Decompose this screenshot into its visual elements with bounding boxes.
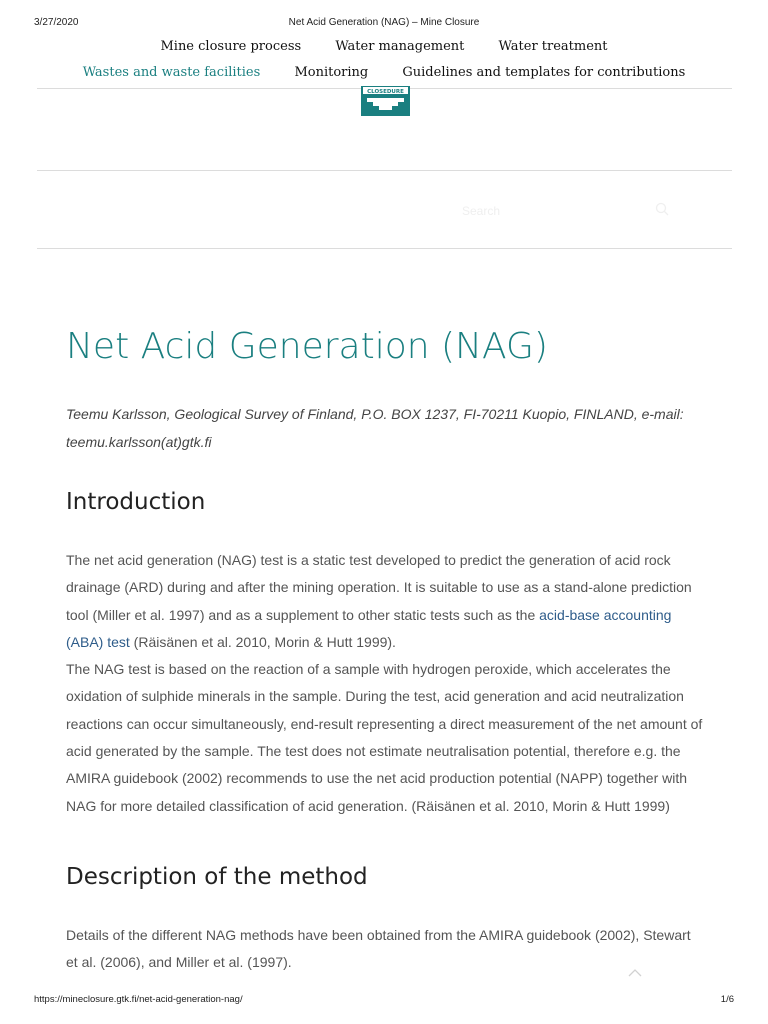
intro-paragraph bbox=[66, 547, 706, 820]
aba-test-link[interactable]: acid-base accounting (ABA) test bbox=[66, 606, 672, 650]
divider bbox=[37, 170, 732, 171]
main-nav-row-2 bbox=[0, 65, 768, 80]
intro-text-after-link: (Räisänen et al. 2010, Morin & Hutt 1999). bbox=[129, 633, 396, 650]
nav-item-water-treatment[interactable]: Water treatment bbox=[498, 39, 608, 54]
page-title: Net Acid Generation (NAG) bbox=[66, 326, 548, 367]
scroll-to-top-chevron-up-icon[interactable] bbox=[626, 966, 644, 978]
svg-text:CLOSEDURE: CLOSEDURE bbox=[367, 89, 404, 95]
method-heading: Description of the method bbox=[66, 864, 368, 890]
intro-text-before-link: The net acid generation (NAG) test is a static test developed to predict the generation of acid rock drainage (ARD) during and after the mining operation. It is suitable to use as a stand-alone prediction tool (Miller et al. 1997) and as a supplement to other static tests such as the bbox=[66, 552, 692, 623]
nav-item-guidelines-and-templates[interactable]: Guidelines and templates for contributions bbox=[402, 65, 686, 80]
nav-item-wastes-and-waste-facilities[interactable]: Wastes and waste facilities bbox=[82, 65, 261, 80]
print-page-title: Net Acid Generation (NAG) – Mine Closure bbox=[288, 17, 480, 28]
nav-item-water-management[interactable]: Water management bbox=[335, 39, 465, 54]
method-paragraph: Details of the different NAG methods have been obtained from the AMIRA guidebook (2002), Stewart et al. (2006), and Miller et al. (1997). bbox=[66, 927, 691, 971]
introduction-heading: Introduction bbox=[66, 489, 206, 515]
site-logo[interactable] bbox=[361, 86, 410, 116]
nav-item-monitoring[interactable]: Monitoring bbox=[294, 65, 369, 80]
print-date: 3/27/2020 bbox=[34, 17, 79, 28]
mine-closure-logo-icon bbox=[361, 86, 410, 116]
divider bbox=[37, 248, 732, 249]
main-nav-row-1 bbox=[0, 39, 768, 54]
nav-item-mine-closure-process[interactable]: Mine closure process bbox=[160, 39, 302, 54]
print-page-number: 1/6 bbox=[720, 994, 734, 1005]
search-input[interactable] bbox=[460, 200, 684, 222]
intro-paragraph-2: The NAG test is based on the reaction of a sample with hydrogen peroxide, which accelerates the oxidation of sulphide minerals in the sample. During the test, acid generation and acid neutralization reactions can occur simultaneously, end-result representing a direct measurement of the net amount of acid generated by the sample. The test does not estimate neutralisation potential, therefore e.g. the AMIRA guidebook (2002) recommends to use the net acid production potential (NAPP) together with NAG for more detailed classification of acid generation. (Räisänen et al. 2010, Morin & Hutt 1999) bbox=[66, 661, 703, 814]
search-icon[interactable] bbox=[655, 202, 669, 216]
print-url: https://mineclosure.gtk.fi/net-acid-generation-nag/ bbox=[34, 994, 243, 1005]
author-affiliation: Teemu Karlsson, Geological Survey of Finland, P.O. BOX 1237, FI-70211 Kuopio, FINLAND, e-mail: teemu.karlsson(at)gtk.fi bbox=[66, 406, 684, 450]
